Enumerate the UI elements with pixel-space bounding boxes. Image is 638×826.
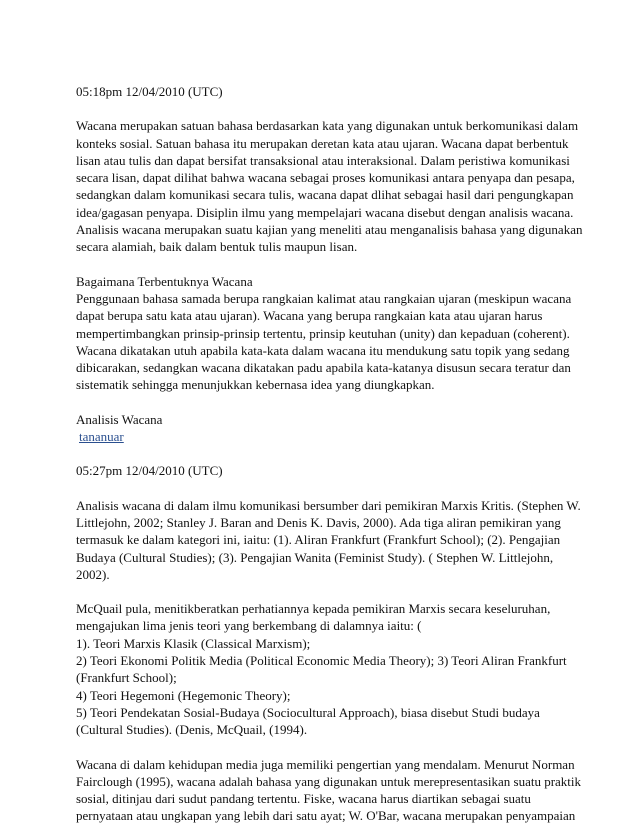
list-item: (Cultural Studies). (Denis, McQuail, (1994).: [76, 722, 308, 738]
text-line: secara lisan, dapat dilihat bahwa wacana sebagai proses komunikasi antara penyapa dan pesapa,: [76, 170, 575, 186]
section-title: Analisis Wacana: [76, 411, 163, 427]
list-item: (Frankfurt School);: [76, 670, 177, 686]
text-line: Littlejohn, 2002; Stanley J. Baran and Denis K. Davis, 2000). Ada tiga aliran pemikiran yang: [76, 514, 561, 530]
paragraph-definition: [76, 117, 596, 255]
text-line: sistematik sehingga menunjukkan kebernasa idea yang diungkapkan.: [76, 377, 435, 393]
paragraph-formation: [76, 273, 596, 394]
subheading: Bagaimana Terbentuknya Wacana: [76, 273, 253, 289]
text-line: lisan atau tulis dan dapat bersifat transaksional atau interaksional. Dalam peristiwa komunikasi: [76, 152, 570, 168]
text-line: konteks sosial. Satuan bahasa itu merupakan deretan kata atau ujaran. Wacana dapat berbentuk: [76, 135, 569, 151]
text-line: termasuk ke dalam kategori ini, iaitu: (1). Aliran Frankfurt (Frankfurt School); (2). Pengajian: [76, 532, 561, 548]
timestamp: 05:18pm 12/04/2010 (UTC): [76, 84, 223, 99]
text-line: mempertimbangkan prinsip-prinsip tertentu, prinsip keutuhan (unity) dan kepaduan (coherent).: [76, 325, 570, 341]
list-item: 2) Teori Ekonomi Politik Media (Political Economic Media Theory); 3) Teori Aliran Frankfurt: [76, 653, 567, 669]
section-header: [76, 411, 596, 446]
text-line: sedangkan dalam komunikasi secara tulis, wacana dapat dlihat sebagai hasil dari pengungkapan: [76, 187, 574, 203]
text-line: secara alamiah, baik dalam bentuk tulis maupun lisan.: [76, 239, 358, 255]
text-line: dibicarakan, sedangkan wacana dikatakan padu apabila kata-katanya disusun secara teratur dan: [76, 360, 571, 376]
text-line: Wacana dikatakan utuh apabila kata-kata dalam wacana itu mendukung satu topik yang sedang: [76, 342, 570, 358]
text-line: pernyataan atau ungkapan yang lebih dari satu ayat; W. O'Bar, wacana merupakan penyampaian: [76, 808, 576, 824]
text-line: Wacana di dalam kehidupan media juga memiliki pengertian yang mendalam. Menurut Norman: [76, 756, 575, 772]
text-line: Penggunaan bahasa samada berupa rangkaian kalimat atau rangkaian ujaran (meskipun wacana: [76, 290, 572, 306]
text-line: McQuail pula, menitikberatkan perhatiannya kepada pemikiran Marxis secara keseluruhan,: [76, 601, 551, 617]
text-line: Analisis wacana di dalam ilmu komunikasi bersumber dari pemikiran Marxis Kritis. (Stephen W.: [76, 497, 581, 513]
text-line: mengajukan lima jenis teori yang berkembang di dalamnya iaitu: (: [76, 618, 422, 634]
list-item: 4) Teori Hegemoni (Hegemonic Theory);: [76, 687, 291, 703]
paragraph-mcquail: [76, 600, 596, 738]
timestamp: 05:27pm 12/04/2010 (UTC): [76, 463, 223, 479]
list-item: 5) Teori Pendekatan Sosial-Budaya (Sociocultural Approach), biasa disebut Studi budaya: [76, 704, 540, 720]
text-line: Fairclough (1995), wacana adalah bahasa yang digunakan untuk merepresentasikan suatu praktik: [76, 773, 582, 789]
paragraph-marxist: [76, 497, 596, 583]
document-page: [76, 83, 596, 825]
text-line: Wacana merupakan satuan bahasa berdasarkan kata yang digunakan untuk berkomunikasi dalam: [76, 118, 579, 134]
text-line: sosial, ditinjau dari sudut pandang tertentu. Fiske, wacana harus diartikan sebagai suatu: [76, 791, 531, 807]
text-line: dapat berupa satu kata atau ujaran). Wacana yang berupa rangkaian kata atau ujaran harus: [76, 308, 543, 324]
text-line: Budaya (Cultural Studies); (3). Pengajian Wanita (Feminist Study). ( Stephen W. Littlejohn,: [76, 549, 554, 565]
list-item: 1). Teori Marxis Klasik (Classical Marxism);: [76, 635, 311, 651]
text-line: Analisis wacana merupakan suatu kajian yang meneliti atau menganalisis bahasa yang digunakan: [76, 222, 583, 238]
paragraph-media: [76, 756, 596, 825]
text-line: 2002).: [76, 566, 110, 582]
author-link[interactable]: tananuar: [79, 429, 124, 445]
text-line: idea/gagasan penyapa. Disiplin ilmu yang mempelajari wacana disebut dengan analisis wacana.: [76, 204, 574, 220]
